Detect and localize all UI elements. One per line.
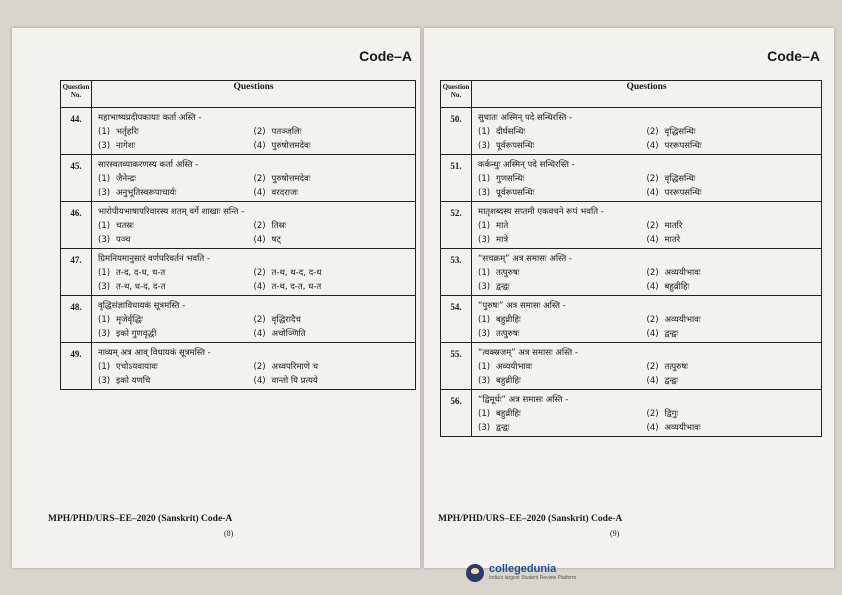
option-text: तत्पुरुषः xyxy=(496,268,520,278)
question-body xyxy=(92,155,416,202)
option xyxy=(98,140,254,151)
question-number: 44. xyxy=(61,108,92,155)
question-no-header: Question No. xyxy=(61,81,92,108)
question-number: 56. xyxy=(441,390,472,437)
questions-header: Questions xyxy=(92,81,416,108)
question-text: महाभाष्यप्रदीपकायाः कर्ता अस्ति - xyxy=(98,113,202,123)
option xyxy=(647,361,816,372)
options-grid xyxy=(478,220,815,245)
question-number: 48. xyxy=(61,296,92,343)
footer-code: MPH/PHD/URS–EE–2020 (Sanskrit) Code-A xyxy=(438,514,623,524)
option-number: (2) xyxy=(253,174,266,184)
option-number: (1) xyxy=(98,315,111,325)
option-text: मात्रे xyxy=(496,235,509,245)
question-body xyxy=(92,249,416,296)
option-number: (4) xyxy=(253,282,266,292)
option xyxy=(478,408,647,419)
option-number: (2) xyxy=(253,127,266,137)
option xyxy=(647,314,816,325)
option-text: त-थ, थ-द, द-ध xyxy=(271,268,322,278)
question-rows xyxy=(61,108,416,390)
question-body xyxy=(472,296,822,343)
option-number: (4) xyxy=(646,376,659,386)
option xyxy=(98,328,254,339)
question-body xyxy=(472,343,822,390)
question-body xyxy=(472,202,822,249)
options-grid xyxy=(478,361,815,386)
option-number: (3) xyxy=(478,376,491,386)
option-text: इको यणचि xyxy=(116,376,151,386)
code-label: Code–A xyxy=(359,48,412,64)
question-text: कर्कन्धुः अस्मिन् पदे सन्धिरस्ति - xyxy=(478,160,575,170)
logo-icon xyxy=(466,564,484,582)
option xyxy=(98,267,254,278)
question-text: वृद्धिसंज्ञाविधायकं सूत्रमस्ति - xyxy=(98,301,186,311)
option-text: त-थ, द-त, ध-त xyxy=(271,282,322,292)
options-grid xyxy=(478,408,815,433)
option xyxy=(98,375,254,386)
option-number: (4) xyxy=(646,235,659,245)
option-number: (4) xyxy=(253,188,266,198)
option xyxy=(98,234,254,245)
option-text: माते xyxy=(496,221,509,231)
option-text: अनुभूतिस्वरूपाचार्यः xyxy=(116,188,177,198)
option xyxy=(478,375,647,386)
option-number: (1) xyxy=(478,409,491,419)
questions-header: Questions xyxy=(472,81,822,108)
option-text: अध्वपरिमाणे च xyxy=(271,362,318,372)
option-number: (4) xyxy=(253,329,266,339)
left-page xyxy=(12,28,420,568)
option-number: (1) xyxy=(98,362,111,372)
question-number: 54. xyxy=(441,296,472,343)
question-text: “सचक्रम्” अत्र समासः अस्ति - xyxy=(478,254,572,264)
option-text: त-थ, ध-द, द-त xyxy=(116,282,166,292)
option-text: अव्ययीभावः xyxy=(664,268,701,278)
option xyxy=(647,267,816,278)
option-number: (3) xyxy=(478,423,491,433)
option-text: नागेशः xyxy=(116,141,136,151)
option-text: जैनेन्द्रः xyxy=(116,174,136,184)
question-row xyxy=(441,390,822,437)
option xyxy=(478,267,647,278)
question-text: सुधातः अस्मिन् पदे सन्धिरस्ति - xyxy=(478,113,573,123)
option-number: (2) xyxy=(646,315,659,325)
question-number: 46. xyxy=(61,202,92,249)
option xyxy=(98,281,254,292)
option xyxy=(647,126,816,137)
options-grid xyxy=(98,173,409,198)
option-number: (4) xyxy=(646,141,659,151)
option-text: एचोऽयवायावः xyxy=(116,362,158,372)
option xyxy=(254,173,410,184)
question-row xyxy=(441,155,822,202)
option xyxy=(478,361,647,372)
options-grid xyxy=(478,173,815,198)
option xyxy=(478,220,647,231)
option-number: (3) xyxy=(98,141,111,151)
option xyxy=(478,126,647,137)
option xyxy=(254,314,410,325)
option-text: मातरे xyxy=(664,235,681,245)
question-number: 50. xyxy=(441,108,472,155)
option-text: द्वन्द्वः xyxy=(664,329,678,339)
option xyxy=(254,140,410,151)
option xyxy=(647,375,816,386)
option-text: तत्पुरुषः xyxy=(664,362,688,372)
option-number: (1) xyxy=(98,221,111,231)
question-row xyxy=(61,296,416,343)
question-body xyxy=(472,108,822,155)
table-header xyxy=(61,81,416,108)
option-text: षट् xyxy=(271,235,281,245)
option xyxy=(254,220,410,231)
option-text: अव्ययीभावः xyxy=(664,315,701,325)
option xyxy=(254,328,410,339)
option xyxy=(478,281,647,292)
question-row xyxy=(441,249,822,296)
footer-code: MPH/PHD/URS–EE–2020 (Sanskrit) Code-A xyxy=(48,514,233,524)
option-number: (4) xyxy=(646,329,659,339)
option-number: (1) xyxy=(478,268,491,278)
option-text: बहुव्रीहिः xyxy=(664,282,690,292)
option-text: त-द, द-ध, ध-त xyxy=(116,268,166,278)
option-number: (3) xyxy=(98,282,111,292)
option-text: पररूपसन्धिः xyxy=(664,141,702,151)
options-grid xyxy=(478,126,815,151)
option xyxy=(98,220,254,231)
option-text: वरदराजः xyxy=(271,188,298,198)
option-number: (2) xyxy=(646,409,659,419)
option-number: (4) xyxy=(646,188,659,198)
brand-tagline: India's largest Student Review Platform xyxy=(489,575,577,581)
option-number: (1) xyxy=(478,127,491,137)
option xyxy=(647,220,816,231)
question-number: 55. xyxy=(441,343,472,390)
option-text: पञ्च xyxy=(116,235,131,245)
option-text: दीर्घसन्धिः xyxy=(496,127,526,137)
question-text: ग्रिमनियमानुसारं वर्णपरिवर्तनं भवति - xyxy=(98,254,210,264)
question-body xyxy=(92,343,416,390)
option-number: (2) xyxy=(253,362,266,372)
option-text: मृजेर्वृद्धिः xyxy=(116,315,143,325)
option-text: तिस्रः xyxy=(271,221,287,231)
option-number: (3) xyxy=(98,235,111,245)
option-number: (2) xyxy=(646,127,659,137)
question-text: भारोपीयभाषापरिवारस्य शतम् वर्गे शाखाः सन्ति - xyxy=(98,207,245,217)
option-text: द्वन्द्वः xyxy=(496,423,510,433)
question-row xyxy=(441,108,822,155)
question-row xyxy=(441,202,822,249)
question-row xyxy=(61,202,416,249)
option xyxy=(98,187,254,198)
options-grid xyxy=(478,314,815,339)
option xyxy=(254,187,410,198)
option-text: पररूपसन्धिः xyxy=(664,188,702,198)
options-grid xyxy=(98,314,409,339)
question-text: नाव्यम् अत्र आव् विधायकं सूत्रमस्ति - xyxy=(98,348,211,358)
option-text: पतञ्जलिः xyxy=(271,127,302,137)
option-text: द्वन्द्वः xyxy=(496,282,510,292)
question-row xyxy=(61,155,416,202)
question-body xyxy=(92,108,416,155)
option-text: बहुव्रीहिः xyxy=(496,376,521,386)
option-number: (2) xyxy=(253,315,266,325)
option-number: (2) xyxy=(253,221,266,231)
option-number: (4) xyxy=(253,376,266,386)
option xyxy=(254,281,410,292)
option xyxy=(478,328,647,339)
option-number: (1) xyxy=(478,315,491,325)
option xyxy=(254,267,410,278)
code-label: Code–A xyxy=(767,48,820,64)
option-number: (3) xyxy=(478,188,491,198)
question-body xyxy=(92,296,416,343)
question-number: 52. xyxy=(441,202,472,249)
question-row xyxy=(61,249,416,296)
options-grid xyxy=(98,361,409,386)
option-number: (3) xyxy=(478,141,491,151)
option-number: (4) xyxy=(253,235,266,245)
option-number: (2) xyxy=(253,268,266,278)
question-number: 47. xyxy=(61,249,92,296)
question-body xyxy=(472,249,822,296)
watermark xyxy=(466,564,576,582)
option-text: पुरुषोत्तमदेवः xyxy=(271,174,311,184)
question-number: 45. xyxy=(61,155,92,202)
option xyxy=(98,361,254,372)
question-no-header: Question No. xyxy=(441,81,472,108)
question-body xyxy=(92,202,416,249)
option xyxy=(478,140,647,151)
option-number: (1) xyxy=(478,362,491,372)
option-number: (3) xyxy=(478,282,491,292)
option xyxy=(478,422,647,433)
question-text: “पुरुषः” अत्र समासः अस्ति - xyxy=(478,301,566,311)
option-number: (1) xyxy=(98,127,111,137)
option-number: (3) xyxy=(98,188,111,198)
option xyxy=(254,126,410,137)
right-page xyxy=(424,28,834,568)
option-number: (4) xyxy=(646,282,659,292)
option-text: मातरि xyxy=(664,221,683,231)
page-number: (9) xyxy=(610,529,620,538)
option xyxy=(647,173,816,184)
option xyxy=(254,375,410,386)
question-number: 51. xyxy=(441,155,472,202)
option-text: द्विगुः xyxy=(664,409,679,419)
option-text: बहुव्रीहिः xyxy=(496,315,521,325)
question-text: “द्विमूर्धः” अत्र समासः अस्ति - xyxy=(478,395,569,405)
option-number: (2) xyxy=(646,174,659,184)
questions-table xyxy=(60,80,416,390)
option xyxy=(647,234,816,245)
option-text: अव्ययीभावः xyxy=(664,423,701,433)
page-number: (8) xyxy=(224,529,234,538)
question-number: 49. xyxy=(61,343,92,390)
option-number: (1) xyxy=(478,174,491,184)
option-number: (4) xyxy=(253,141,266,151)
option xyxy=(647,140,816,151)
option-text: भर्तृहरिः xyxy=(116,127,139,137)
options-grid xyxy=(98,267,409,292)
option xyxy=(647,281,816,292)
option-text: पूर्वरूपसन्धिः xyxy=(496,188,535,198)
option-text: द्वन्द्वः xyxy=(664,376,678,386)
option-number: (3) xyxy=(478,235,491,245)
option-number: (2) xyxy=(646,362,659,372)
option-number: (3) xyxy=(98,329,111,339)
question-body xyxy=(472,390,822,437)
question-row xyxy=(441,296,822,343)
option xyxy=(478,187,647,198)
question-row xyxy=(441,343,822,390)
option-number: (1) xyxy=(98,174,111,184)
option-text: वान्तो यि प्रत्यये xyxy=(271,376,318,386)
question-row xyxy=(61,108,416,155)
option xyxy=(478,173,647,184)
option-number: (4) xyxy=(646,423,659,433)
options-grid xyxy=(98,220,409,245)
option-number: (1) xyxy=(98,268,111,278)
option-number: (2) xyxy=(646,221,659,231)
question-row xyxy=(61,343,416,390)
option-text: अव्ययीभावः xyxy=(496,362,533,372)
option xyxy=(98,314,254,325)
option-text: चतस्रः xyxy=(116,221,134,231)
option-number: (2) xyxy=(646,268,659,278)
options-grid xyxy=(98,126,409,151)
option-number: (3) xyxy=(478,329,491,339)
option-text: पूर्वरूपसन्धिः xyxy=(496,141,535,151)
options-grid xyxy=(478,267,815,292)
question-rows xyxy=(441,108,822,437)
option-text: इको गुणवृद्धी xyxy=(116,329,157,339)
option-text: बहुव्रीहिः xyxy=(496,409,521,419)
option xyxy=(647,408,816,419)
brand-name: collegedunia xyxy=(489,563,557,575)
questions-table xyxy=(440,80,822,437)
question-text: “त्वक्स्रजम्” अत्र समासः अस्ति - xyxy=(478,348,578,358)
option-text: अचोञ्णिति xyxy=(271,329,306,339)
option xyxy=(478,234,647,245)
option-text: वृद्धिरादैच xyxy=(271,315,301,325)
option xyxy=(98,126,254,137)
option-text: पुरुषोत्तमदेवः xyxy=(271,141,311,151)
table-header xyxy=(441,81,822,108)
option-text: वृद्धिसन्धिः xyxy=(664,174,696,184)
option-number: (1) xyxy=(478,221,491,231)
option xyxy=(478,314,647,325)
option xyxy=(647,328,816,339)
question-body xyxy=(472,155,822,202)
question-number: 53. xyxy=(441,249,472,296)
option xyxy=(647,422,816,433)
option-text: वृद्धिसन्धिः xyxy=(664,127,696,137)
option-text: तत्पुरुषः xyxy=(496,329,520,339)
option xyxy=(254,234,410,245)
option-number: (3) xyxy=(98,376,111,386)
option xyxy=(98,173,254,184)
option-text: गुणसन्धिः xyxy=(496,174,525,184)
option xyxy=(254,361,410,372)
option xyxy=(647,187,816,198)
question-text: सारस्वतव्याकरणस्य कर्ता अस्ति - xyxy=(98,160,199,170)
question-text: मातृशब्दस्य सप्तमी एकवचने रूपं भवति - xyxy=(478,207,604,217)
